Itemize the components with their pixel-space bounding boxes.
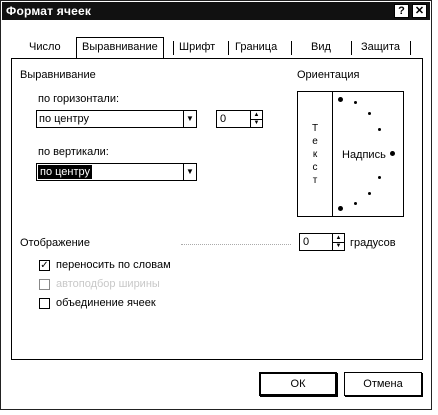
merge-cells-label: объединение ячеек <box>56 297 156 309</box>
vertical-text-char: е <box>312 136 318 147</box>
horizontal-align-value: по центру <box>39 113 90 125</box>
orientation-dot[interactable] <box>354 202 357 205</box>
tab-border[interactable]: Граница <box>235 41 278 53</box>
vertical-align-value: по центру <box>40 166 91 178</box>
orientation-section-label: Ориентация <box>297 69 360 81</box>
ok-button[interactable]: ОК <box>259 372 337 396</box>
tab-strip <box>1 37 433 59</box>
vertical-text-char: т <box>312 175 318 186</box>
horizontal-align-select[interactable] <box>36 110 197 128</box>
tab-number[interactable]: Число <box>29 41 61 53</box>
orientation-dot[interactable] <box>378 128 381 131</box>
dropdown-arrow-icon[interactable]: ▼ <box>183 111 196 127</box>
orientation-dot[interactable] <box>368 112 371 115</box>
indent-value: 0 <box>220 113 227 125</box>
spin-down-icon[interactable]: ▼ <box>253 120 260 126</box>
degrees-spin-buttons[interactable] <box>332 234 344 250</box>
tab-separator <box>291 41 292 55</box>
dialog-title: Формат ячеек <box>6 4 92 18</box>
tab-alignment[interactable]: Выравнивание <box>76 37 164 59</box>
vertical-label: по вертикали: <box>38 146 109 158</box>
dropdown-arrow-icon[interactable]: ▼ <box>183 164 196 180</box>
autofit-checkbox[interactable] <box>39 279 50 290</box>
vertical-align-select[interactable] <box>36 163 197 181</box>
orientation-box[interactable] <box>297 91 404 217</box>
tab-separator <box>228 41 229 55</box>
tab-separator <box>410 41 411 55</box>
spin-up-icon[interactable]: ▲ <box>333 234 344 243</box>
orientation-dot[interactable] <box>338 97 343 102</box>
tab-font[interactable]: Шрифт <box>179 41 216 53</box>
vertical-text-sample[interactable] <box>308 122 322 187</box>
orientation-dot[interactable] <box>368 192 371 195</box>
degrees-spinner[interactable] <box>299 233 345 251</box>
tab-view[interactable]: Вид <box>311 41 331 53</box>
title-bar <box>2 2 430 20</box>
orientation-dot[interactable] <box>378 176 381 179</box>
autofit-label: автоподбор ширины <box>56 278 160 290</box>
close-button[interactable]: ✕ <box>412 4 427 18</box>
help-button[interactable]: ? <box>394 4 409 18</box>
vertical-text-char: к <box>312 149 318 160</box>
orientation-divider <box>332 92 333 216</box>
orientation-handle[interactable] <box>390 151 395 156</box>
degrees-value: 0 <box>303 236 310 248</box>
vertical-text-char: Т <box>311 123 319 134</box>
tab-separator <box>351 41 352 55</box>
orientation-dot[interactable] <box>338 206 343 211</box>
merge-cells-checkbox[interactable] <box>39 298 50 309</box>
section-divider <box>181 244 291 246</box>
tab-separator <box>173 41 174 55</box>
horizontal-label: по горизонтали: <box>38 93 120 105</box>
alignment-section-label: Выравнивание <box>20 69 96 81</box>
display-section-label: Отображение <box>20 237 90 249</box>
degrees-label: градусов <box>350 237 396 249</box>
orientation-dot[interactable] <box>354 101 357 104</box>
indent-spinner[interactable] <box>216 110 263 128</box>
wrap-text-label: переносить по словам <box>56 259 171 271</box>
indent-spin-buttons[interactable] <box>250 111 262 127</box>
inscription-label: Надпись <box>342 149 386 161</box>
spin-down-icon[interactable]: ▼ <box>335 243 342 249</box>
tab-protection[interactable]: Защита <box>361 41 400 53</box>
cancel-button[interactable]: Отмена <box>344 372 422 396</box>
spin-up-icon[interactable]: ▲ <box>251 111 262 120</box>
wrap-text-checkbox[interactable]: ✓ <box>40 260 49 271</box>
vertical-text-char: с <box>312 162 318 173</box>
